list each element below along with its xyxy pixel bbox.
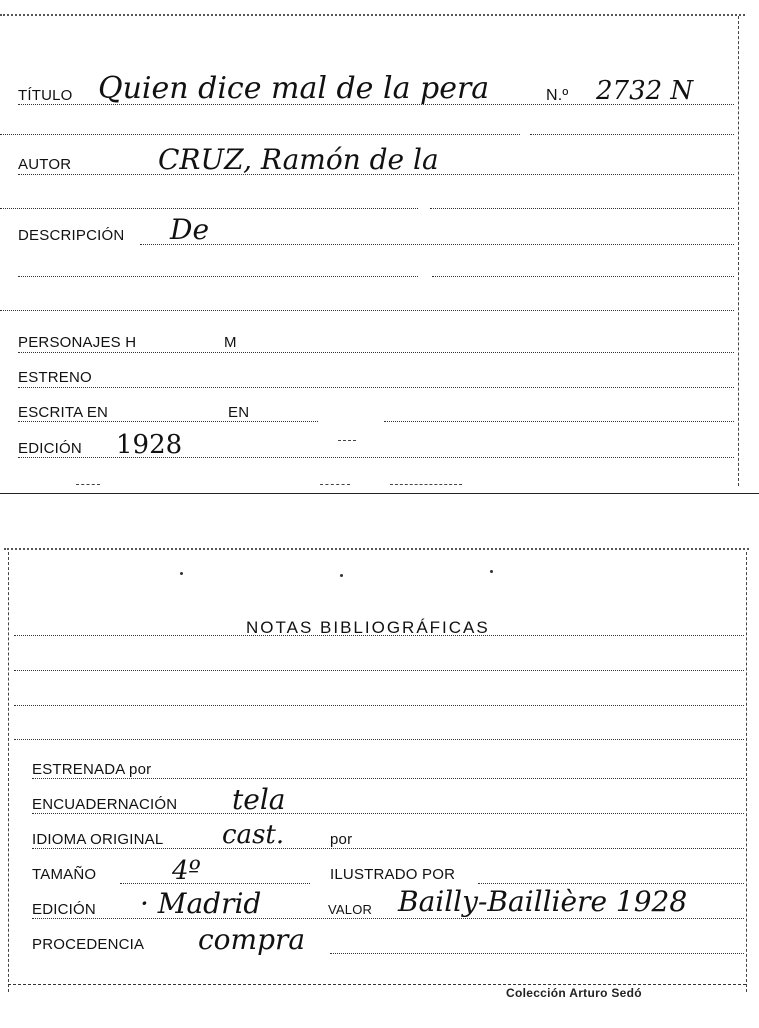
edicion-line: [18, 457, 734, 458]
autor-value: CRUZ, Ramón de la: [158, 143, 439, 176]
edicion-label-bottom: EDICIÓN: [32, 901, 96, 918]
card-left-edge: [8, 552, 9, 992]
tamano-line: [120, 883, 310, 884]
ilustrado-line: [478, 883, 744, 884]
idioma-line: [32, 848, 744, 849]
idioma-label: IDIOMA ORIGINAL: [32, 831, 164, 848]
catalog-card-notes: [0, 540, 759, 1028]
procedencia-line: [330, 953, 744, 954]
notas-line-2: [14, 670, 744, 671]
blank-line-3b: [432, 276, 734, 277]
personajes-label: PERSONAJES H: [18, 334, 137, 351]
titulo-value: Quien dice mal de la pera: [98, 71, 490, 106]
edicion-value: 1928: [116, 430, 183, 460]
notas-line-4: [14, 739, 744, 740]
autor-line: [18, 174, 734, 175]
descripcion-line: [140, 244, 734, 245]
notas-line-1: [14, 635, 744, 636]
en-label: EN: [228, 404, 250, 421]
card-right-edge: [738, 16, 739, 486]
escrita-line-a: [18, 421, 318, 422]
numero-value: 2732 N: [596, 76, 694, 106]
scan-artifact-dash: [320, 484, 350, 485]
card-bottom-edge: [8, 984, 746, 985]
titulo-label: TÍTULO: [18, 87, 73, 104]
valor-value: Bailly-Baillière 1928: [398, 885, 688, 918]
blank-line-2a: [0, 208, 418, 209]
blank-line-3a: [18, 276, 418, 277]
escrita-en-label: ESCRITA EN: [18, 404, 109, 421]
edicion-value-bottom: · Madrid: [140, 887, 262, 920]
idioma-value: cast.: [222, 820, 285, 850]
encuadernacion-label: ENCUADERNACIÓN: [32, 796, 178, 813]
personajes-line: [18, 352, 734, 353]
edicion-label: EDICIÓN: [18, 440, 82, 457]
catalog-card-main: [0, 0, 759, 494]
estrenada-label: ESTRENADA por: [32, 761, 152, 778]
descripcion-label: DESCRIPCIÓN: [18, 227, 125, 244]
card-right-edge: [746, 552, 747, 992]
scan-speck: [340, 574, 343, 577]
blank-line-1b: [530, 134, 734, 135]
blank-line-4: [0, 310, 734, 311]
procedencia-label: PROCEDENCIA: [32, 936, 145, 953]
scan-artifact-dash: [390, 484, 462, 485]
notas-line-3: [14, 705, 744, 706]
encuadernacion-line: [32, 813, 744, 814]
ilustrado-label: ILUSTRADO POR: [330, 866, 456, 883]
escrita-line-b: [384, 421, 734, 422]
estreno-label: ESTRENO: [18, 369, 92, 386]
valor-label: VALOR: [328, 902, 373, 917]
scan-artifact-dash: [338, 440, 356, 441]
card-top-edge: [0, 14, 745, 16]
numero-label: N.º: [546, 87, 569, 104]
personajes-m-label: M: [224, 334, 237, 351]
scan-speck: [180, 572, 183, 575]
notas-heading: NOTAS BIBLIOGRÁFICAS: [246, 618, 490, 637]
collection-credit: Colección Arturo Sedó: [506, 986, 642, 1000]
estrenada-line: [32, 778, 744, 779]
tamano-value: 4º: [172, 856, 201, 886]
blank-line-1a: [0, 134, 520, 135]
idioma-por-label: por: [330, 831, 353, 848]
titulo-line: [18, 104, 734, 105]
autor-label: AUTOR: [18, 156, 72, 173]
card-top-edge: [4, 548, 749, 550]
tamano-label: TAMAÑO: [32, 866, 97, 883]
blank-line-2b: [430, 208, 734, 209]
descripcion-value: De: [170, 213, 210, 246]
encuadernacion-value: tela: [232, 783, 286, 816]
estreno-line: [18, 387, 734, 388]
procedencia-value: compra: [198, 923, 306, 956]
scan-speck: [490, 570, 493, 573]
edicion-valor-line: [32, 918, 744, 919]
scan-artifact-dash: [76, 484, 100, 485]
